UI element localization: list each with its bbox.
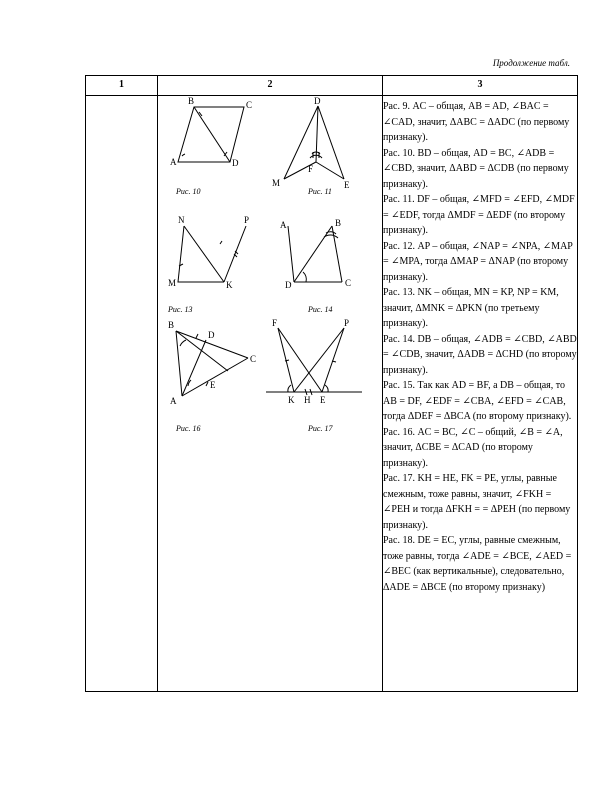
f14-label-d: D [285, 280, 292, 290]
f11-label-e: E [344, 180, 350, 190]
solution-15: Рас. 15. Так как AD = BF, а DB – общая, то AB = DF, ∠EDF = ∠CBA, ∠EFD = ∠CAB, тогда ΔDEF = ΔBCA (по второму признаку). [383, 380, 572, 422]
figure-10 [170, 96, 252, 196]
figure-13 [167, 215, 249, 314]
f11-label-m: M [272, 178, 281, 188]
figure-11 [272, 96, 350, 196]
f17-label-p: P [344, 318, 350, 328]
solutions-table [85, 75, 578, 692]
caption-fig-13: Рис. 13 [168, 305, 193, 314]
caption-fig-14: Рис. 14 [308, 305, 333, 314]
f10-label-a: A [170, 157, 177, 167]
f11-label-f: F [308, 164, 314, 174]
f16-label-e: E [210, 380, 216, 390]
figure-17 [266, 318, 362, 433]
f17-label-e: E [320, 395, 326, 405]
f16-label-b: B [168, 320, 175, 330]
figure-14 [280, 218, 351, 314]
table-continuation-note: Продолжение табл. [492, 58, 570, 68]
f14-label-b: B [335, 218, 342, 228]
f17-label-f: F [272, 318, 278, 328]
f16-label-c: C [250, 354, 257, 364]
solution-9: Рас. 9. AC – общая, AB = AD, ∠BAC = ∠CAD, значит, ΔABC = ΔADC (по первому признаку). [383, 101, 570, 143]
f16-label-a: A [170, 396, 177, 406]
solution-10: Рас. 10. BD – общая, AD = BC, ∠ADB = ∠CBD, значит, ΔABD = ΔCDB (по первому признаку). [383, 147, 569, 190]
solution-11: Рас. 11. DF – общая, ∠MFD = ∠EFD, ∠MDF = ∠EDF, тогда ΔMDF = ΔEDF (по второму признаку). [383, 194, 575, 236]
solution-17: Рас. 17. KH = HE, FK = PE, углы, равные смежным, тоже равны, значит, ∠FKH = ∠PEH и тогда ΔFKH = = ΔPEH (по первому признаку). [383, 473, 571, 531]
header-col-1: 1 [119, 79, 124, 90]
f10-label-d: D [232, 158, 239, 168]
f16-label-d: D [208, 330, 215, 340]
f11-label-d: D [314, 96, 321, 106]
caption-fig-10: Рис. 10 [176, 187, 201, 196]
solution-16: Рас. 16. AC = BC, ∠C – общий, ∠B = ∠A, значит, ΔCBE = ΔCAD (по второму признаку). [383, 426, 563, 469]
f13-label-p: P [244, 215, 250, 225]
caption-fig-16: Рис. 16 [176, 424, 201, 433]
f17-label-h: H [304, 395, 311, 405]
f10-label-c: C [246, 100, 253, 110]
solution-13: Рас. 13. NK – общая, MN = KP, NP = KM, значит, ΔMNK = ΔPKN (по третьему признаку). [383, 287, 559, 329]
solution-18: Рас. 18. DE = EC, углы, равные смежным, тоже равны, тогда ∠ADE = ∠BCE, ∠AED = ∠BEC (как вертикальные), следовательно, ΔADE = ΔBCE (по второму признаку) [383, 535, 572, 593]
solution-12: Рас. 12. AP – общая, ∠NAP = ∠NPA, ∠MAP = ∠MPA, тогда ΔMAP = ΔNAP (по второму признаку). [383, 240, 573, 283]
figure-16 [168, 320, 256, 433]
header-col-2: 2 [267, 79, 273, 90]
f13-label-k: K [226, 280, 233, 290]
header-col-3: 3 [477, 79, 483, 90]
solution-14: Рас. 14. DB – общая, ∠ADB = ∠CBD, ∠ABD = ∠CDB, значит, ΔADB = ΔCHD (по второму признаку). [383, 333, 577, 376]
solutions-text [383, 99, 577, 595]
figures-column [158, 96, 383, 456]
f10-label-b: B [188, 96, 195, 106]
f14-label-a: A [280, 220, 287, 230]
f17-label-k: K [288, 395, 295, 405]
f13-label-m: M [168, 278, 177, 288]
f13-label-n: N [178, 215, 185, 225]
caption-fig-11: Рис. 11 [308, 187, 332, 196]
caption-fig-17: Рис. 17 [308, 424, 333, 433]
f14-label-c: C [345, 278, 352, 288]
